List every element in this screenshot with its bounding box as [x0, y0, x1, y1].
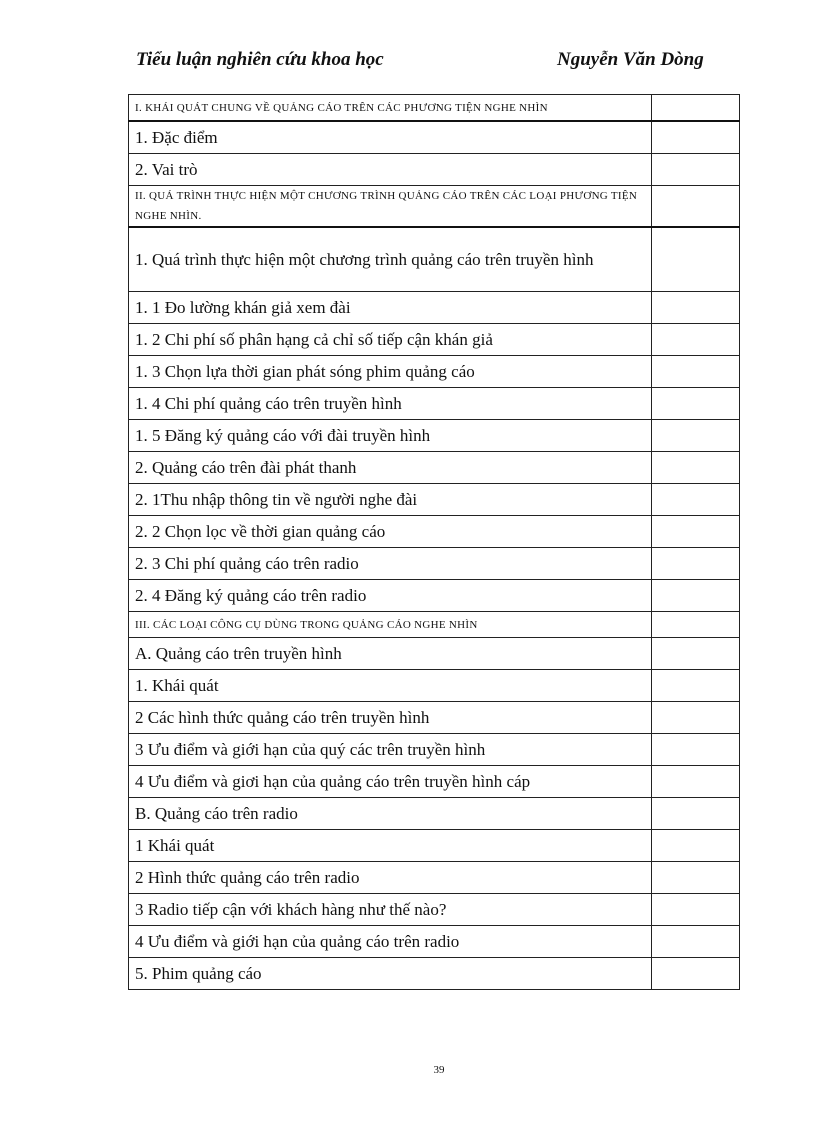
toc-page-cell	[652, 356, 740, 388]
toc-page-cell	[652, 862, 740, 894]
table-row	[129, 958, 740, 990]
table-row	[129, 830, 740, 862]
table-row	[129, 484, 740, 516]
toc-entry-text: III. CÁC LOẠI CÔNG CỤ DÙNG TRONG QUẢNG CÁO NGHE NHÌN	[129, 612, 652, 638]
toc-entry-text: 4 Ưu điểm và giới hạn của quảng cáo trên radio	[129, 926, 652, 958]
toc-entry-text: 1. 2 Chi phí số phân hạng cả chỉ số tiếp cận khán giả	[129, 324, 652, 356]
toc-entry-text: 2. 1Thu nhập thông tin về người nghe đài	[129, 484, 652, 516]
table-row	[129, 580, 740, 612]
toc-page-cell	[652, 548, 740, 580]
toc-page-cell	[652, 420, 740, 452]
toc-entry-text: 1. 3 Chọn lựa thời gian phát sóng phim quảng cáo	[129, 356, 652, 388]
page-number: 39	[433, 1064, 445, 1076]
table-row	[129, 420, 740, 452]
table-row	[129, 862, 740, 894]
toc-entry-text: 1 Khái quát	[129, 830, 652, 862]
toc-page-cell	[652, 702, 740, 734]
toc-page-cell	[652, 830, 740, 862]
toc-entry-text: 2. 2 Chọn lọc về thời gian quảng cáo	[129, 516, 652, 548]
toc-page-cell	[652, 95, 740, 122]
toc-page-cell	[652, 484, 740, 516]
table-row	[129, 95, 740, 122]
table-row	[129, 516, 740, 548]
toc-page-cell	[652, 452, 740, 484]
table-row	[129, 121, 740, 154]
toc-page-cell	[652, 388, 740, 420]
toc-page-cell	[652, 612, 740, 638]
toc-page-cell	[652, 638, 740, 670]
table-row	[129, 926, 740, 958]
toc-entry-text: 2. Quảng cáo trên đài phát thanh	[129, 452, 652, 484]
toc-entry-text: 2. 3 Chi phí quảng cáo trên radio	[129, 548, 652, 580]
table-row	[129, 186, 740, 228]
table-row	[129, 894, 740, 926]
table-row	[129, 548, 740, 580]
toc-page-cell	[652, 580, 740, 612]
toc-page-cell	[652, 516, 740, 548]
table-row	[129, 734, 740, 766]
toc-entry-text: 2 Các hình thức quảng cáo trên truyền hình	[129, 702, 652, 734]
toc-page-cell	[652, 894, 740, 926]
toc-entry-text: 1. Đặc điểm	[129, 121, 652, 154]
header-author: Nguyễn Văn Dòng	[557, 49, 704, 70]
table-row	[129, 324, 740, 356]
toc-page-cell	[652, 798, 740, 830]
table-row	[129, 356, 740, 388]
toc-entry-text: 3 Radio tiếp cận với khách hàng như thế nào?	[129, 894, 652, 926]
toc-entry-text: 5. Phim quảng cáo	[129, 958, 652, 990]
toc-entry-text: II. QUÁ TRÌNH THỰC HIỆN MỘT CHƯƠNG TRÌNH QUẢNG CÁO TRÊN CÁC LOẠI PHƯƠNG TIỆN NGHE NHÌN.	[129, 186, 652, 228]
table-row	[129, 670, 740, 702]
toc-page-cell	[652, 121, 740, 154]
toc-page-cell	[652, 186, 740, 228]
toc-entry-text: 1. 1 Đo lường khán giả xem đài	[129, 292, 652, 324]
toc-entry-text: 2. Vai trò	[129, 154, 652, 186]
toc-page-cell	[652, 766, 740, 798]
header-title: Tiểu luận nghiên cứu khoa học	[136, 49, 384, 70]
table-row	[129, 798, 740, 830]
toc-entry-text: A. Quảng cáo trên truyền hình	[129, 638, 652, 670]
table-row	[129, 292, 740, 324]
table-row	[129, 227, 740, 292]
toc-page-cell	[652, 670, 740, 702]
table-row	[129, 702, 740, 734]
toc-entry-text: B. Quảng cáo trên radio	[129, 798, 652, 830]
toc-entry-text: 1. Quá trình thực hiện một chương trình quảng cáo trên truyền hình	[129, 227, 652, 292]
toc-entry-text: 1. 5 Đăng ký quảng cáo với đài truyền hình	[129, 420, 652, 452]
table-row	[129, 766, 740, 798]
table-row	[129, 612, 740, 638]
toc-page-cell	[652, 227, 740, 292]
toc-page-cell	[652, 154, 740, 186]
table-row	[129, 154, 740, 186]
toc-entry-text: 2 Hình thức quảng cáo trên radio	[129, 862, 652, 894]
table-of-contents	[128, 94, 740, 990]
toc-entry-text: 2. 4 Đăng ký quảng cáo trên radio	[129, 580, 652, 612]
toc-page-cell	[652, 958, 740, 990]
toc-entry-text: 1. 4 Chi phí quảng cáo trên truyền hình	[129, 388, 652, 420]
toc-page-cell	[652, 926, 740, 958]
toc-entry-text: 4 Ưu điểm và giơi hạn của quảng cáo trên truyền hình cáp	[129, 766, 652, 798]
table-row	[129, 452, 740, 484]
toc-entry-text: I. KHÁI QUÁT CHUNG VỀ QUẢNG CÁO TRÊN CÁC PHƯƠNG TIỆN NGHE NHÌN	[129, 95, 652, 122]
toc-page-cell	[652, 292, 740, 324]
toc-page-cell	[652, 734, 740, 766]
table-row	[129, 638, 740, 670]
toc-entry-text: 3 Ưu điểm và giới hạn của quý các trên truyền hình	[129, 734, 652, 766]
toc-entry-text: 1. Khái quát	[129, 670, 652, 702]
toc-page-cell	[652, 324, 740, 356]
table-row	[129, 388, 740, 420]
